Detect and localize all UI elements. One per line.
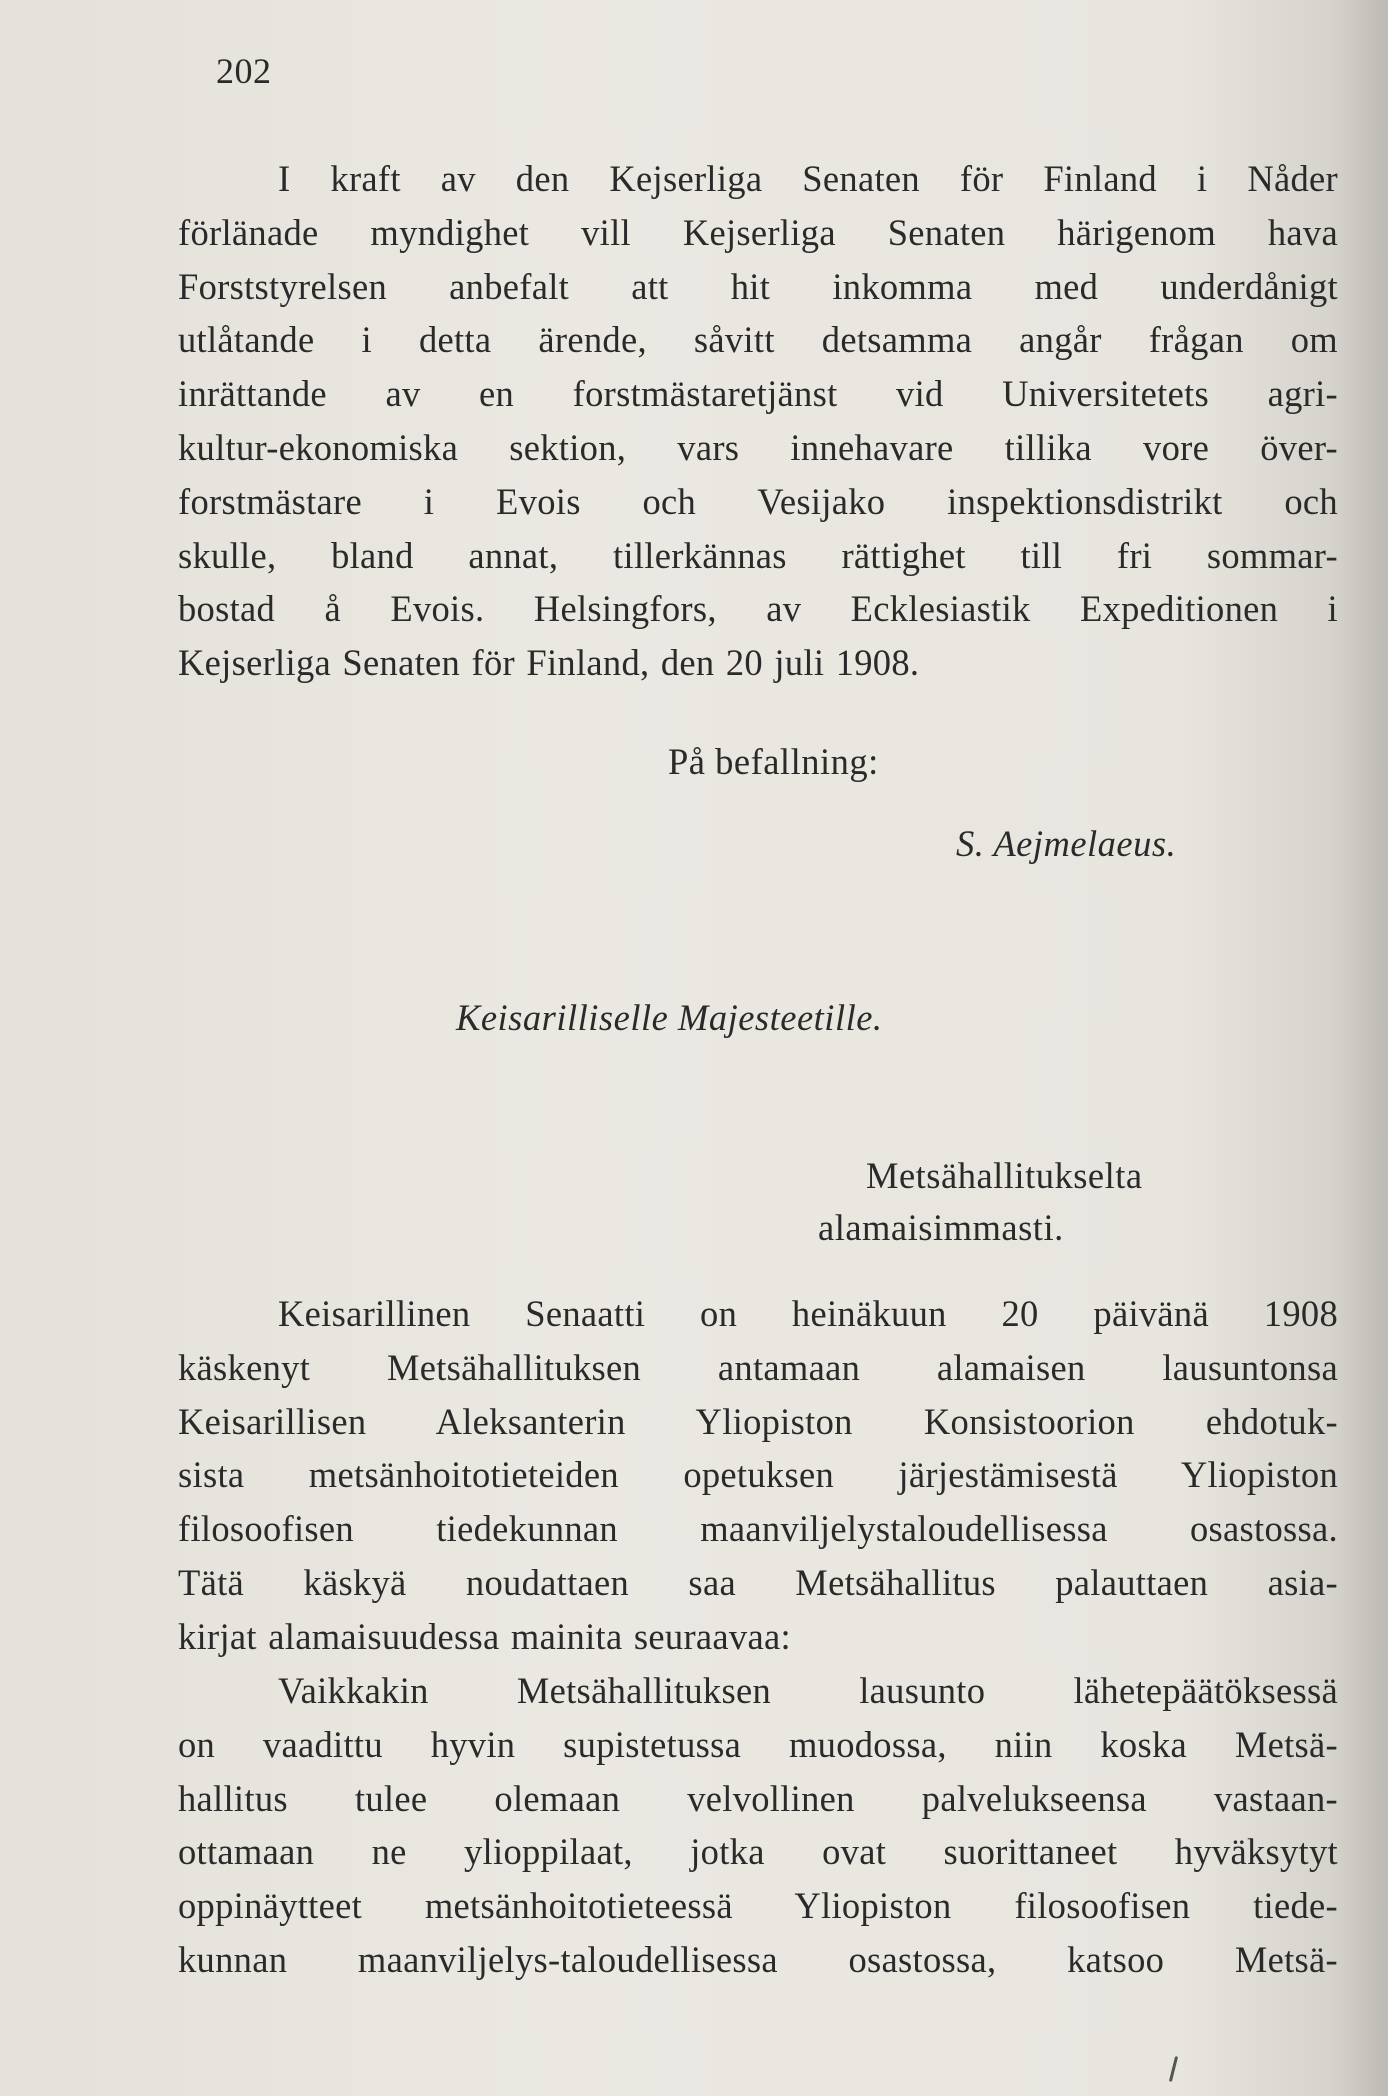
finnish-paragraph-1 [178,1287,1338,1664]
text-line: inrättande av en forstmästaretjänst vid Universitetets agri- [178,373,1338,415]
text-line: on vaadittu hyvin supistetussa muodossa, niin koska Metsä- [178,1723,1338,1765]
text-line: I kraft av den Kejserliga Senaten för Finland i Nåder [278,158,1338,199]
order-phrase: På befallning: [668,741,879,782]
text-line: kunnan maanviljelys-taloudellisessa osastossa, katsoo Metsä- [178,1938,1338,1980]
text-line: bostad å Evois. Helsingfors, av Ecklesiastik Expeditionen i [178,588,1338,630]
text-line: Vaikkakin Metsähallituksen lausunto lähetepäätöksessä [278,1670,1338,1711]
text-line: filosoofisen tiedekunnan maanviljelystaloudellisessa osastossa. [178,1508,1338,1550]
page-number: 202 [216,51,272,91]
signature: S. Aejmelaeus. [956,823,1177,864]
text-line: forstmästare i Evois och Vesijako inspektionsdistrikt och [178,480,1338,522]
text-line: Kejserliga Senaten för Finland, den 20 juli 1908. [178,642,920,684]
text-line: Keisarillisen Aleksanterin Yliopiston Konsistoorion ehdotuk- [178,1400,1338,1442]
text-line: hallitus tulee olemaan velvollinen palvelukseensa vastaan- [178,1777,1338,1819]
sender-line-1: Metsähallitukselta [866,1155,1143,1196]
text-line: Tätä käskyä noudattaen saa Metsähallitus palauttaen asia- [178,1561,1338,1603]
finnish-paragraph-2 [178,1664,1338,1987]
text-line: kirjat alamaisuudessa mainita seuraavaa: [178,1615,791,1657]
text-line: käskenyt Metsähallituksen antamaan alamaisen lausuntonsa [178,1346,1338,1388]
address-line: Keisarilliselle Majesteetille. [456,997,883,1038]
text-line: sista metsänhoitotieteiden opetuksen järjestämisestä Yliopiston [178,1454,1338,1496]
text-line: kultur-ekonomiska sektion, vars innehavare tillika vore över- [178,426,1338,468]
text-line: oppinäytteet metsänhoitotieteessä Yliopiston filosoofisen tiede- [178,1885,1338,1927]
text-line: skulle, bland annat, tillerkännas rättighet till fri sommar- [178,534,1338,576]
text-line: Forststyrelsen anbefalt att hit inkomma med underdånigt [178,265,1338,307]
text-line: ottamaan ne ylioppilaat, jotka ovat suorittaneet hyväksytyt [178,1831,1338,1873]
text-line: utlåtande i detta ärende, såvitt detsamma angår frågan om [178,319,1338,361]
text-line: Keisarillinen Senaatti on heinäkuun 20 päivänä 1908 [278,1293,1338,1334]
text-line: förlänade myndighet vill Kejserliga Senaten härigenom hava [178,211,1338,253]
sender-line-2: alamaisimmasti. [818,1207,1064,1248]
swedish-paragraph [178,152,1338,690]
ink-speck [1169,2056,1178,2082]
